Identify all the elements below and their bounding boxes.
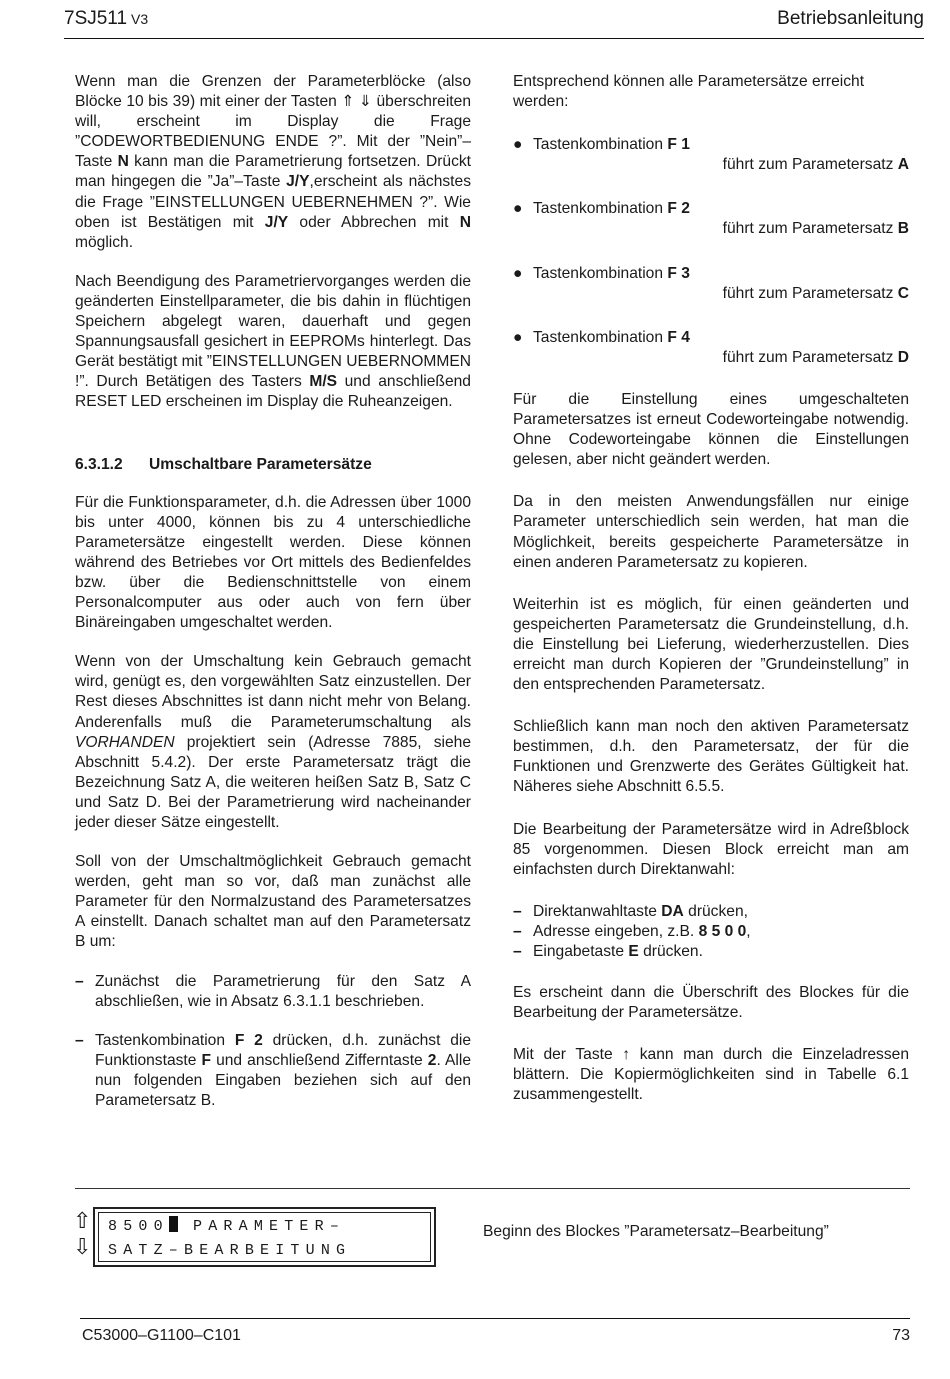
section-divider [75, 1188, 910, 1189]
cursor-block-icon [169, 1216, 178, 1232]
paragraph-entsprechend: Entsprechend können alle Parametersätze erreicht werden: [513, 73, 865, 111]
paragraph-funktionsparameter: Für die Funktionsparameter, d.h. die Adressen über 1000 bis unter 4000, können bis zu 4 unterschiedliche Parametersätze eingestellt werden. Diese können während des Betriebes vor Ort mittels des Bedienfeldes bzw. über die Bedienschnittstelle von einem Personalcomputer aus oder auch von fern über Binäreingaben umgeschaltet werden. [75, 493, 471, 632]
lcd-address: 8500 [108, 1218, 169, 1235]
list-item: – Tastenkombination F 2 drücken, d.h. zunächst die Funktionstaste F und anschließend Zifferntaste 2. Alle nun folgenden Eingaben beziehen sich auf den Parametersatz B. [75, 1031, 472, 1110]
arrow-up-icon: ⇧ [73, 1208, 92, 1233]
steps-list [513, 902, 909, 962]
paragraph-vorgehen: Soll von der Umschaltmöglichkeit Gebrauch gemacht werden, geht man so vor, daß man zunächst alle Parameter für den Normalzustand des Parametersatzes A einstellt. Danach schaltet man auf den Parametersatz B um: [75, 853, 471, 951]
list-item: – Zunächst die Parametrierung für den Satz A abschließen, wie in Absatz 6.3.1.1 beschrieben. [75, 972, 471, 1010]
paragraph-kopieren: Da in den meisten Anwendungsfällen nur einige Parameter unterschiedlich sein werden, hat man die Möglichkeit, bereits gespeicherte Parametersätze in einen anderen Parametersatz zu kopieren. [513, 493, 909, 571]
dash-marker: – [513, 922, 522, 940]
arrow-down-icon: ⇩ [73, 1234, 92, 1259]
paragraph-adressblock: Die Bearbeitung der Parametersätze wird in Adreßblock 85 vorgenommen. Diesen Block erreicht man am einfachsten durch Direktanwahl: [513, 820, 909, 878]
scroll-arrows [73, 1208, 91, 1260]
model-version: V3 [131, 11, 149, 27]
right-column [513, 72, 909, 1106]
header-model [64, 8, 148, 30]
paragraph-codewort-end: Wenn man die Grenzen der Parameterblöcke (also Blöcke 10 bis 39) mit einer der Tasten ⇑ ⇓ überschreiten will, erscheint im Display die Frage ”CODEWORTBEDIENUNG ENDE ?”. Mit der ”Nein”–Taste N kann man die Parametrierung fortsetzen. Drückt man hingegen die ”Ja”–Taste J/Y,erscheint als nächstes die Frage ”EINSTELLUNGEN UEBERNEHMEN ?”. Wie oben ist Bestätigen mit J/Y oder Abbrechen mit N möglich. [75, 73, 471, 251]
paragraph-codeworteingabe: Für die Einstellung eines umgeschalteten Parametersatzes ist erneut Codeworteingabe notwendig. Ohne Codeworteingabe können die Einstellungen gelesen, aber nicht geändert werden. [513, 390, 909, 469]
lcd-line-1 [108, 1216, 345, 1235]
section-number: 6.3.1.2 [75, 455, 123, 473]
list-item: ● Tastenkombination F 3 führt zum Parametersatz C [513, 264, 909, 302]
lcd-line-1-text: PARAMETER– [193, 1218, 346, 1235]
header-doc-type: Betriebsanleitung [777, 8, 924, 29]
dash-marker: – [75, 972, 84, 990]
footer-rule [80, 1318, 910, 1319]
dash-marker: – [513, 902, 522, 920]
paragraph-grundeinstellung: Weiterhin ist es möglich, für einen geänderten und gespeicherten Parametersatz die Grundeinstellung, d.h. die Einstellung bei Lieferung, wiederherzustellen. Dies erreicht man durch Kopieren der ”Grundeinstellung” in den entsprechenden Parametersatz. [513, 595, 909, 694]
lcd-line-2: SATZ–BEARBEITUNG [108, 1242, 352, 1259]
footer-doc-number: C53000–G1100–C101 [82, 1327, 241, 1344]
lcd-display [93, 1207, 436, 1267]
paragraph-parametrier-ende: Nach Beendigung des Parametriervorganges werden die geänderten Einstellparameter, die bis dahin in flüchtigen Speichern abgelegt waren, dauerhaft und gegen Spannungsausfall gesichert in EEPROMs hinterlegt. Das Gerät bestätigt mit ”EINSTELLUNGEN UEBERNOMMEN !”. Durch Betätigen des Tasters M/S und anschließend RESET LED erscheinen im Display die Ruheanzeigen. [75, 272, 471, 411]
section-heading [75, 455, 471, 475]
list-item: ● Tastenkombination F 2 führt zum Parametersatz B [513, 200, 909, 238]
paragraph-ueberschrift: Es erscheint dann die Überschrift des Blockes für die Bearbeitung der Parametersätze. [513, 984, 909, 1022]
list-item: ● Tastenkombination F 1 führt zum Parametersatz A [513, 136, 909, 174]
section-title: Umschaltbare Parametersätze [149, 455, 372, 473]
bullet-marker: ● [513, 136, 523, 154]
left-column [75, 72, 471, 1111]
bullet-marker: ● [513, 328, 523, 346]
paragraph-aktiver-satz: Schließlich kann man noch den aktiven Parametersatz bestimmen, d.h. den Parametersatz, der für die Funktionen und Grenzwerte des Gerätes Gültigkeit hat. Näheres siehe Abschnitt 6.5.5. [513, 718, 909, 796]
list-item: ● Tastenkombination F 4 führt zum Parametersatz D [513, 328, 909, 366]
page-number: 73 [892, 1327, 910, 1344]
model-name: 7SJ511 [64, 8, 128, 29]
paragraph-umschaltung: Wenn von der Umschaltung kein Gebrauch gemacht wird, genügt es, den vorgewählten Satz einzustellen. Der Rest dieses Abschnittes ist dann nicht mehr von Belang. Anderenfalls muß die Parameterumschaltung als VORHANDEN projektiert sein (Adresse 7885, siehe Abschnitt 5.4.2). Der erste Parametersatz trägt die Bezeichnung Satz A, die weiteren heißen Satz B, Satz C und Satz D. Bei der Parametrierung wird nacheinander jeder dieser Sätze eingestellt. [75, 653, 471, 831]
bullet-marker: ● [513, 200, 523, 218]
dash-marker: – [513, 943, 522, 960]
list-item: – Eingabetaste E drücken. [513, 942, 909, 962]
bullet-marker: ● [513, 264, 523, 282]
paragraph-blaettern: Mit der Taste ↑ kann man durch die Einzeladressen blättern. Die Kopiermöglichkeiten sind in Tabelle 6.1 zusammengestellt. [513, 1046, 909, 1104]
list-item: – Adresse eingeben, z.B. 8 5 0 0, [513, 922, 909, 942]
dash-marker: – [75, 1031, 84, 1049]
header-rule [64, 38, 924, 39]
list-item: – Direktanwahltaste DA drücken, [513, 902, 909, 922]
display-caption: Beginn des Blockes ”Parametersatz–Bearbeitung” [483, 1223, 829, 1240]
